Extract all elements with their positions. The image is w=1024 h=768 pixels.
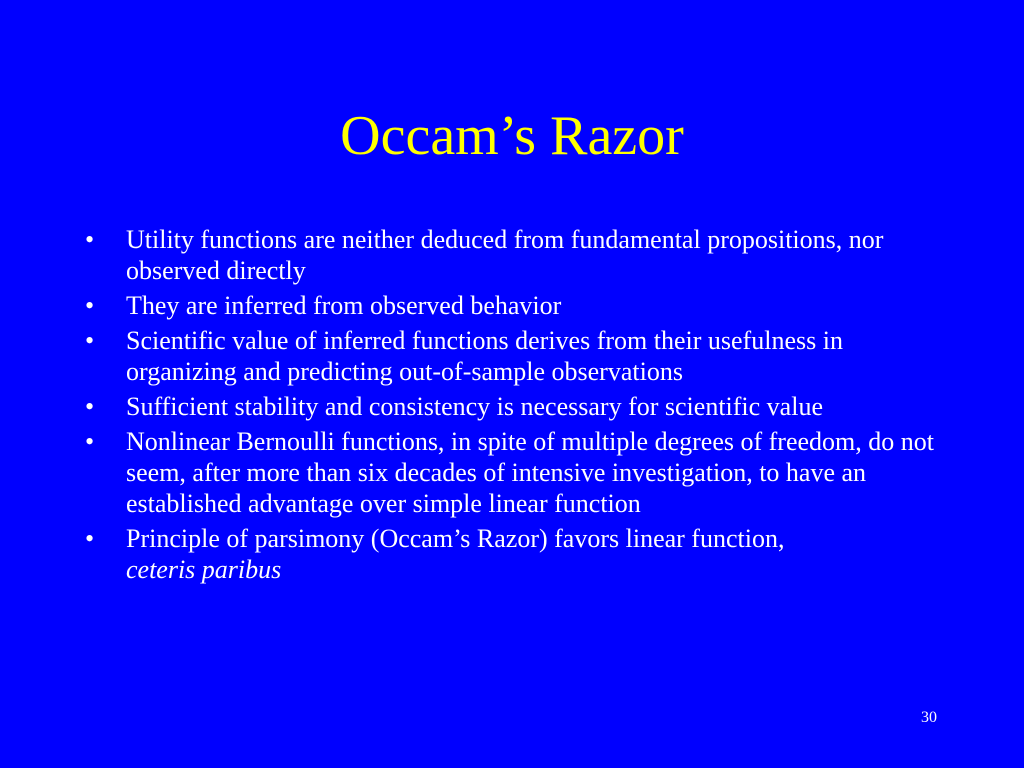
bullet-item (85, 391, 945, 422)
bullet-text: They are inferred from observed behavior (126, 291, 562, 320)
bullet-list (85, 224, 945, 589)
bullet-text: Utility functions are neither deduced from fundamental propositions, nor observed directly (126, 225, 884, 285)
slide-title: Occam’s Razor (340, 105, 684, 167)
bullet-item (85, 290, 945, 321)
bullet-text: Scientific value of inferred functions derives from their usefulness in organizing and predicting out-of-sample observations (126, 326, 843, 386)
bullet-item (85, 325, 945, 387)
bullet-icon: • (85, 427, 95, 456)
bullet-item (85, 523, 945, 585)
bullet-emphasis-text: ceteris paribus (126, 555, 282, 584)
bullet-icon: • (85, 524, 95, 553)
bullet-item (85, 224, 945, 286)
bullet-text: Principle of parsimony (Occam’s Razor) favors linear function, (126, 524, 785, 553)
bullet-text: Nonlinear Bernoulli functions, in spite of multiple degrees of freedom, do not seem, after more than six decades of intensive investigation, to have an established advantage over simple linear function (126, 427, 934, 518)
bullet-item (85, 426, 945, 519)
bullet-icon: • (85, 225, 95, 254)
bullet-icon: • (85, 392, 95, 421)
bullet-icon: • (85, 291, 95, 320)
bullet-text: Sufficient stability and consistency is necessary for scientific value (126, 392, 823, 421)
page-number: 30 (921, 709, 937, 726)
bullet-icon: • (85, 326, 95, 355)
